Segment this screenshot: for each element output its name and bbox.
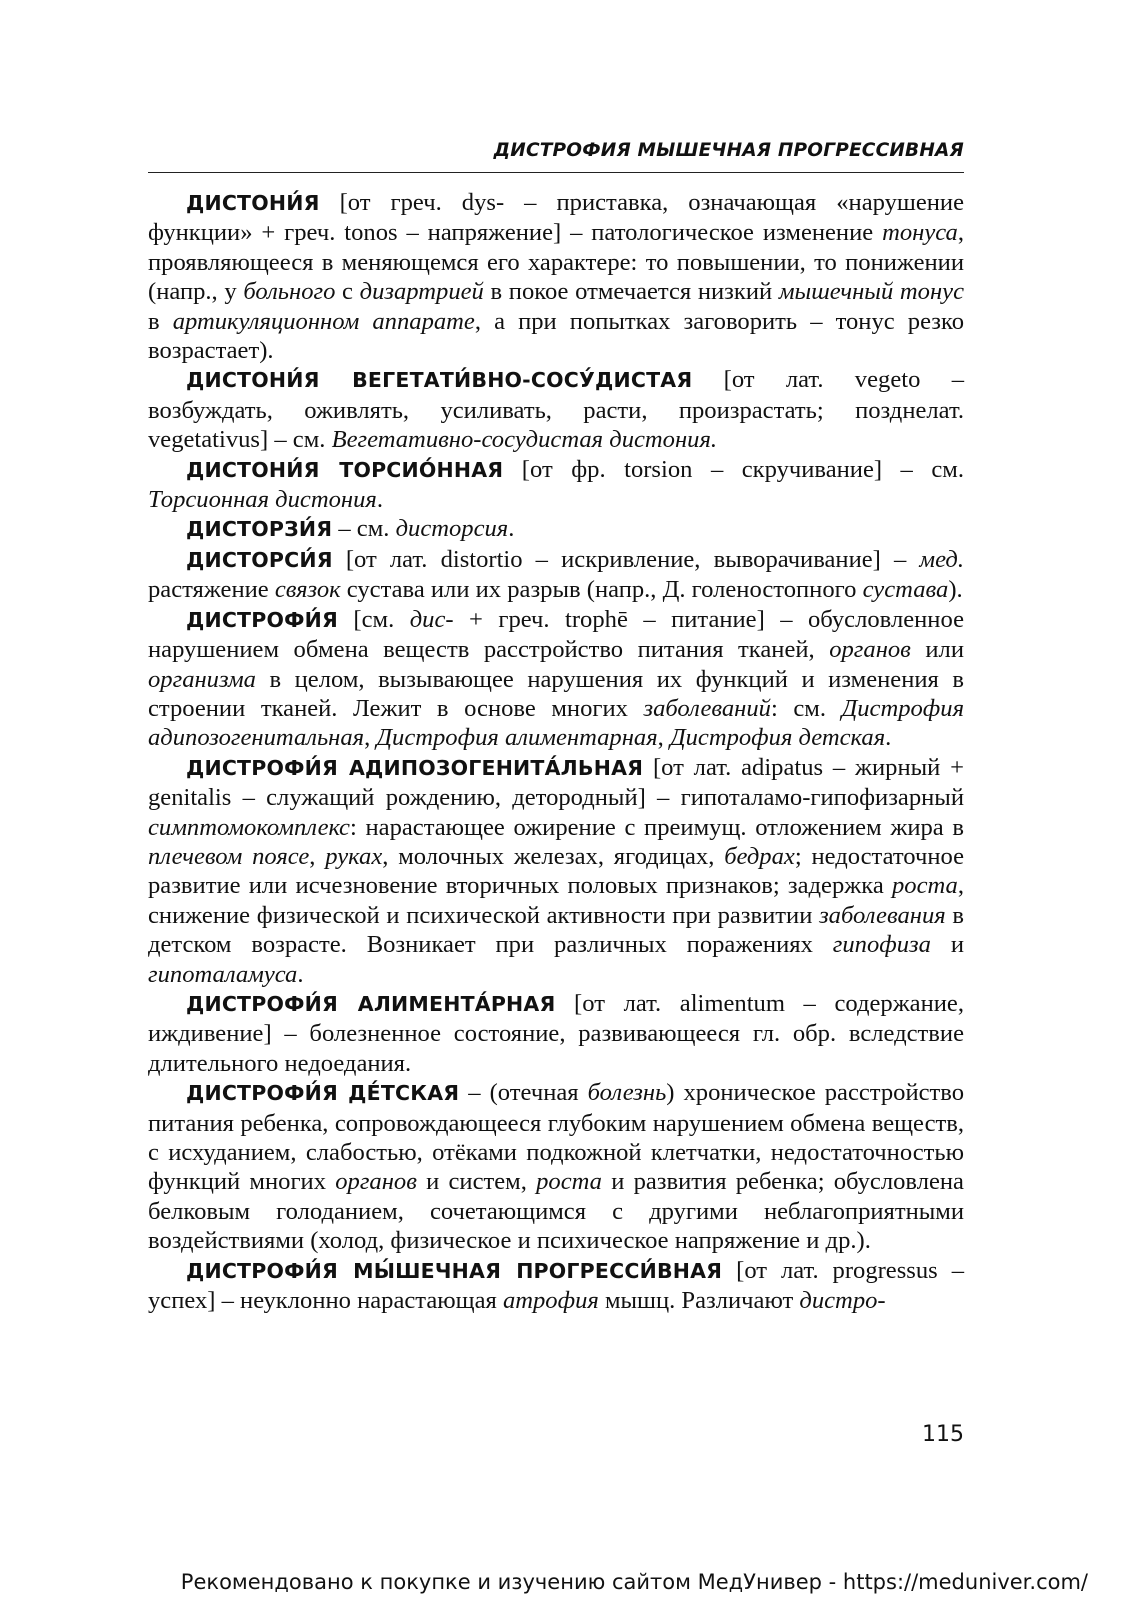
entry-italic-term: дистро-: [799, 1287, 886, 1315]
entry-text: + греч. trophē – питание] – обусловленное нарушением обмена веществ расстройство питания тканей,: [148, 605, 964, 664]
entry-headword: ДИСТРОФИ́Я АДИПОЗОГЕНИТА́ЛЬНАЯ: [186, 755, 644, 780]
header-rule: [148, 172, 964, 173]
page-number: 115: [922, 1422, 964, 1447]
entry-italic-term: роста: [891, 872, 958, 900]
entry-headword: ДИСТОНИ́Я ВЕГЕТАТИ́ВНО-СОСУ́ДИСТАЯ: [186, 368, 693, 393]
entry-headword: ДИСТОНИ́Я: [186, 191, 320, 215]
dictionary-entry: [148, 1256, 964, 1316]
entry-text: ).: [948, 576, 963, 604]
entry-text: [от лат. alimentum – содержание, иждивение] – болезненное состояние, развивающееся гл. обр. вследствие длительного недоедания.: [148, 989, 964, 1077]
entry-text: , снижение физической и психической активности при развитии: [148, 872, 964, 929]
entry-italic-term: дис-: [409, 605, 454, 633]
entry-italic-term: заболевания: [819, 901, 946, 929]
entry-italic-term: гипоталамуса: [148, 960, 298, 988]
dictionary-entry: [148, 188, 964, 365]
entry-italic-term: дизартрией: [359, 278, 484, 306]
entry-text: и: [930, 931, 964, 959]
entry-italic-term: больного: [243, 278, 336, 306]
entry-text: в покое отмечается низкий: [483, 278, 779, 306]
entry-italic-term: Дистрофия адипозогенитальная: [148, 694, 964, 752]
entry-text: [от греч. dys- – приставка, означающая «нарушение функции» + греч. tonos – напряжение] – патологическое изменение: [148, 189, 964, 247]
entry-text: и систем,: [416, 1168, 537, 1196]
entry-italic-term: заболеваний: [643, 694, 771, 722]
entry-italic-term: Торсионная дистония: [148, 486, 377, 514]
entry-headword: ДИСТРОФИ́Я ДЕ́ТСКАЯ: [186, 1081, 460, 1106]
entry-italic-term: сустава: [862, 576, 949, 604]
book-page: [148, 0, 964, 1601]
entry-text: или: [910, 636, 964, 664]
running-head: ДИСТРОФИЯ МЫШЕЧНАЯ ПРОГРЕССИВНАЯ: [493, 140, 964, 161]
entry-text: ; недостаточное развитие или исчезновение вторичных половых признаков; задержка: [148, 842, 964, 900]
entry-text: .: [885, 724, 892, 752]
entry-italic-term: органов: [829, 636, 911, 664]
entry-italic-term: мед.: [919, 545, 964, 573]
entry-italic-term: Дистрофия детская: [669, 724, 886, 752]
dictionary-entry: [148, 365, 964, 454]
entry-italic-term: Вегетативно-сосудистая дистония.: [331, 426, 718, 454]
entry-italic-term: мышечный тонус: [778, 278, 964, 306]
entry-headword: ДИСТРОФИ́Я АЛИМЕНТА́РНАЯ: [186, 991, 556, 1016]
entry-italic-term: бедрах: [724, 842, 795, 870]
entry-text: мышц. Различают: [598, 1287, 800, 1315]
entry-text: и развития ребенка; обусловлена белковым голоданием, сочетающимся с другими неблагоприятными воздействиями (холод, физическое и психическое напряжение и др.).: [148, 1168, 964, 1255]
entry-text: , проявляющееся в меняющемся его характере: то повышении, то понижении (напр., у: [148, 219, 964, 306]
entry-text: [от лат. distortio – искривление, выворачивание] –: [332, 545, 920, 573]
dictionary-entry: [148, 514, 964, 544]
entry-text: , молочных железах, ягодицах,: [382, 842, 725, 870]
entry-italic-term: руках: [325, 842, 383, 870]
entry-text: [см.: [337, 605, 410, 633]
dictionary-text: [148, 188, 964, 1315]
dictionary-entry: [148, 545, 964, 605]
entry-italic-term: плечевом поясе: [148, 842, 310, 870]
entry-text: , а при попытках заговорить – тонус резко возрастает).: [148, 307, 964, 365]
entry-headword: ДИСТОРЗИ́Я: [186, 517, 333, 542]
entry-text: .: [376, 486, 383, 514]
entry-text: растяжение: [148, 576, 275, 604]
entry-text: [от лат. progressus – успех] – неуклонно нарастающая: [148, 1256, 964, 1315]
entry-text: – см.: [332, 515, 396, 543]
dictionary-entry: [148, 753, 964, 989]
entry-text: .: [508, 515, 515, 543]
footer-note: Рекомендовано к покупке и изучению сайтом МедУнивер - https://meduniver.com/: [180, 1570, 1088, 1594]
entry-text: в детском возрасте. Возникает при различных поражениях: [148, 901, 964, 959]
entry-italic-term: Дистрофия алиментарная: [376, 724, 658, 752]
entry-text: .: [297, 960, 304, 988]
dictionary-entry: [148, 989, 964, 1078]
entry-italic-term: тонуса: [882, 219, 958, 247]
entry-text: – (отечная: [459, 1079, 588, 1107]
entry-text: в: [148, 307, 173, 335]
entry-text: ) хроническое расстройство питания ребенка, сопровождающееся глубоким нарушением обмена веществ, с исхуданием, слабостью, отёками подкожной клетчатки, недостаточностью функций многих: [148, 1079, 965, 1196]
entry-italic-term: органов: [335, 1168, 417, 1196]
entry-headword: ДИСТОРСИ́Я: [186, 547, 333, 572]
entry-text: ,: [364, 724, 377, 752]
dictionary-entry: [148, 1078, 964, 1255]
entry-text: [от фр. torsion – скручивание] – см.: [503, 455, 964, 483]
entry-text: в целом, вызывающее нарушения их функций и изменения в строении тканей. Лежит в основе многих: [148, 665, 964, 722]
entry-text: ,: [657, 724, 670, 752]
entry-text: : см.: [770, 694, 842, 722]
entry-text: ,: [309, 842, 326, 870]
dictionary-entry: [148, 605, 964, 753]
entry-text: : нарастающее ожирение с преимущ. отложением жира в: [349, 813, 964, 841]
entry-headword: ДИСТРОФИ́Я МЫ́ШЕЧНАЯ ПРОГРЕССИ́ВНАЯ: [186, 1258, 723, 1283]
entry-text: с: [335, 278, 360, 306]
entry-italic-term: связок: [274, 576, 341, 604]
dictionary-entry: [148, 455, 964, 515]
entry-italic-term: атрофия: [502, 1287, 599, 1315]
entry-text: [от лат. vegeto – возбуждать, оживлять, усиливать, расти, произрастать; позднелат. vegetativus] – см.: [148, 366, 964, 454]
entry-italic-term: роста: [536, 1168, 602, 1196]
entry-italic-term: артикуляционном аппарате: [172, 307, 475, 335]
entry-text: [от лат. adipatus – жирный + genitalis – служащий рождению, детородный] – гипоталамо-гипофизарный: [148, 753, 964, 812]
entry-headword: ДИСТРОФИ́Я: [186, 607, 338, 632]
entry-italic-term: организма: [148, 665, 256, 693]
entry-italic-term: дисторсия: [395, 515, 509, 543]
entry-italic-term: болезнь: [587, 1079, 667, 1107]
entry-italic-term: гипофиза: [832, 931, 931, 959]
entry-text: сустава или их разрыв (напр., Д. голеностопного: [340, 576, 863, 604]
entry-italic-term: симптомокомплекс: [148, 813, 350, 841]
entry-headword: ДИСТОНИ́Я ТОРСИО́ННАЯ: [186, 457, 504, 482]
